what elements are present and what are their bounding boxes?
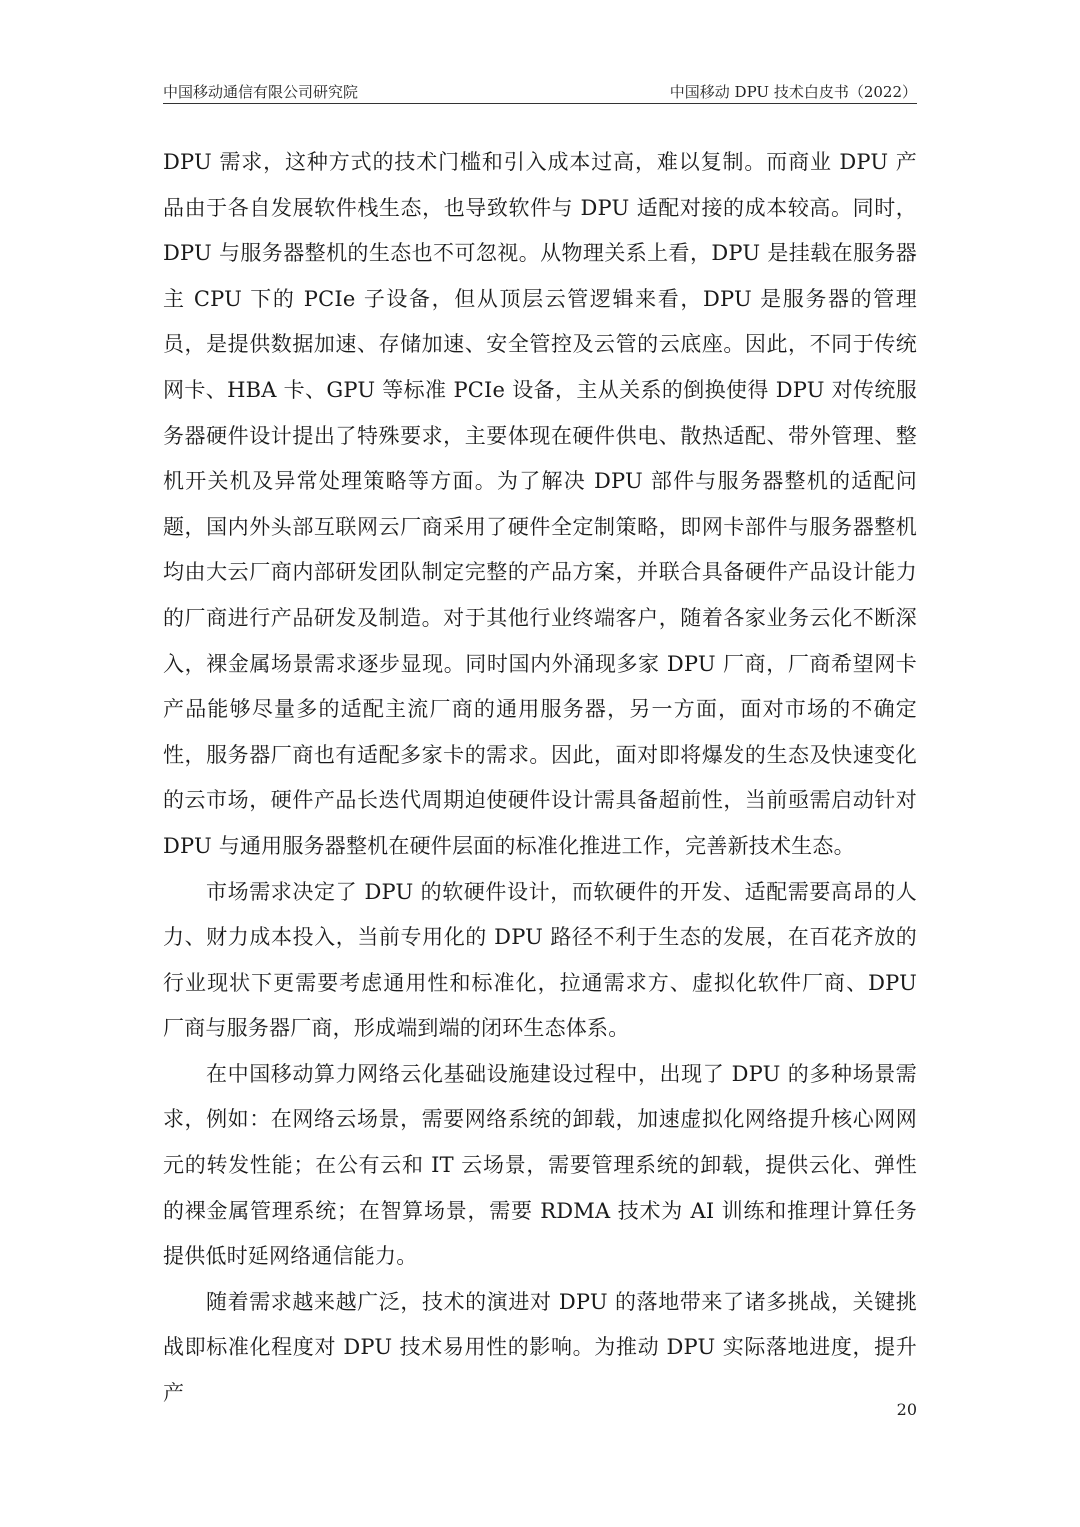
body-text (163, 140, 917, 1417)
header-divider (163, 103, 917, 104)
page-header (163, 76, 917, 102)
paragraph: 市场需求决定了 DPU 的软硬件设计，而软硬件的开发、适配需要高昂的人力、财力成本投入，当前专用化的 DPU 路径不利于生态的发展，在百花齐放的行业现状下更需要考虑通用性和标准化，拉通需求方、虚拟化软件厂商、DPU 厂商与服务器厂商，形成端到端的闭环生态体系。 (163, 879, 917, 1041)
header-document-title: 中国移动 DPU 技术白皮书（2022） (669, 83, 917, 101)
paragraph: 在中国移动算力网络云化基础设施建设过程中，出现了 DPU 的多种场景需求，例如：在网络云场景，需要网络系统的卸载，加速虚拟化网络提升核心网网元的转发性能；在公有云和 IT 云场景，需要管理系统的卸载，提供云化、弹性的裸金属管理系统；在智算场景，需要 RDMA 技术为 AI 训练和推理计算任务提供低时延网络通信能力。 (163, 1061, 917, 1269)
page-number: 20 (896, 1400, 917, 1419)
header-organization: 中国移动通信有限公司研究院 (163, 83, 359, 101)
paragraph-continuation: DPU 需求，这种方式的技术门槛和引入成本过高，难以复制。而商业 DPU 产品由于各自发展软件栈生态，也导致软件与 DPU 适配对接的成本较高。同时，DPU 与服务器整机的生态也不可忽视。从物理关系上看，DPU 是挂载在服务器主 CPU 下的 PCIe 子设备，但从顶层云管逻辑来看，DPU 是服务器的管理员，是提供数据加速、存储加速、安全管控及云管的云底座。因此，不同于传统网卡、HBA 卡、GPU 等标准 PCIe 设备，主从关系的倒换使得 DPU 对传统服务器硬件设计提出了特殊要求，主要体现在硬件供电、散热适配、带外管理、整机开关机及异常处理策略等方面。为了解决 DPU 部件与服务器整机的适配问题，国内外头部互联网云厂商采用了硬件全定制策略，即网卡部件与服务器整机均由大云厂商内部研发团队制定完整的产品方案，并联合具备硬件产品设计能力的厂商进行产品研发及制造。对于其他行业终端客户，随着各家业务云化不断深入，裸金属场景需求逐步显现。同时国内外涌现多家 DPU 厂商，厂商希望网卡产品能够尽量多的适配主流厂商的通用服务器，另一方面，面对市场的不确定性，服务器厂商也有适配多家卡的需求。因此，面对即将爆发的生态及快速变化的云市场，硬件产品长迭代周期迫使硬件设计需具备超前性，当前亟需启动针对 DPU 与通用服务器整机在硬件层面的标准化推进工作，完善新技术生态。 (163, 150, 917, 858)
paragraph: 随着需求越来越广泛，技术的演进对 DPU 的落地带来了诸多挑战，关键挑战即标准化程度对 DPU 技术易用性的影响。为推动 DPU 实际落地进度，提升产 (163, 1289, 917, 1406)
